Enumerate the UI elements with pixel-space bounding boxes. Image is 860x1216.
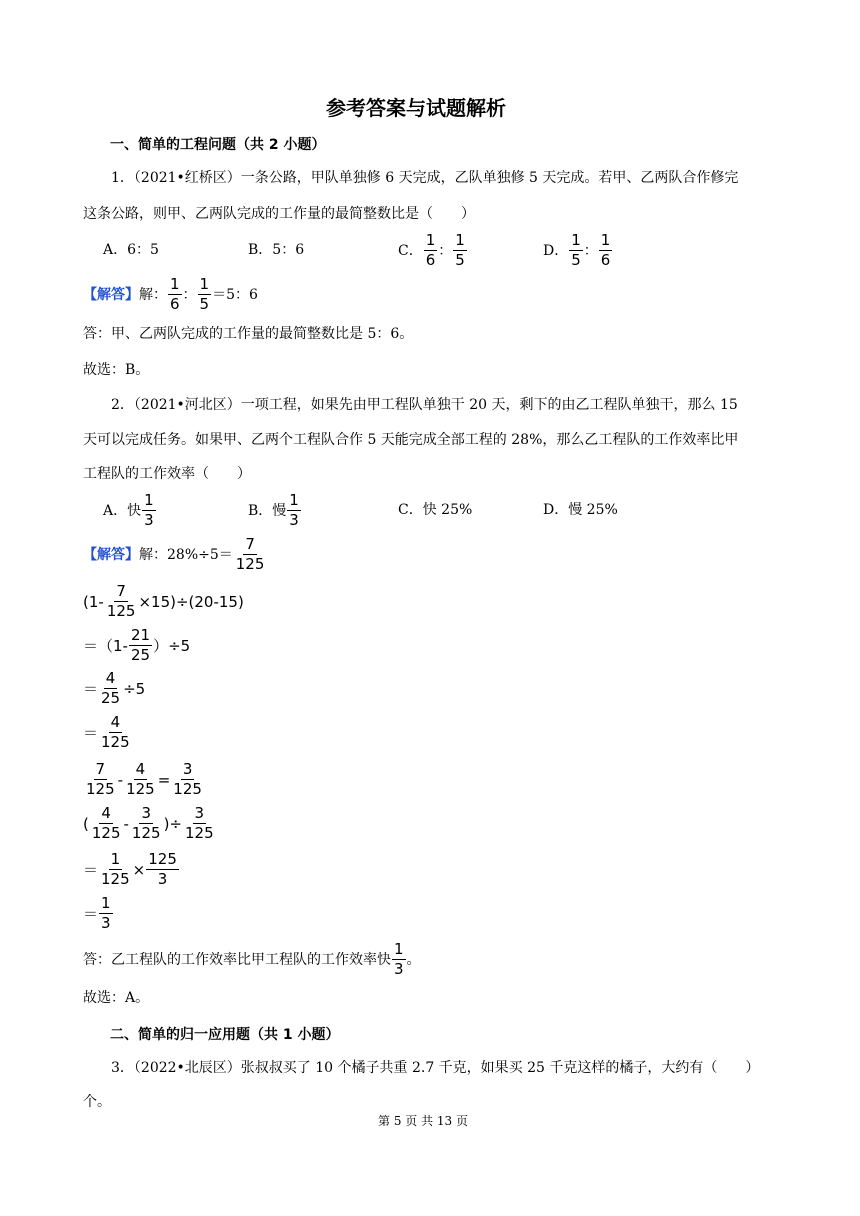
fraction [130,805,163,842]
fraction [142,492,156,529]
answer-result: ＝5：6 [212,286,258,303]
question-1-line-2: 这条公路，则甲、乙两队完成的工作量的最简整数比是（ ） [83,206,475,222]
q2-step-5 [83,761,205,798]
numerator: 125 [148,850,177,868]
denominator: 125 [184,824,214,842]
denominator: 125 [101,870,130,888]
fraction [599,232,613,269]
fraction [124,761,157,798]
fraction [569,232,583,269]
q1-option-c [398,232,468,269]
q2-step-6 [83,805,217,842]
numerator: 1 [110,850,121,868]
ratio-sign: ： [438,242,453,259]
q1-choice: 故选：B。 [83,362,150,378]
equals-sign: ＝ [83,861,99,879]
reply-text: 答：乙工程队的工作效率比甲工程队的工作效率快 [83,951,391,968]
denominator: 125 [106,602,136,620]
fraction [146,851,179,888]
fraction [392,941,406,978]
equals-sign: = [157,770,171,789]
question-3-line-1: 3．（2022•北辰区）张叔叔买了 10 个橘子共重 2.7 千克，如果买 25 千克这样的橘子，大约有（ ） [111,1060,760,1076]
step-text: ÷5 [123,679,146,698]
times-sign: × [132,860,146,879]
question-3-line-2: 个。 [83,1094,111,1110]
numerator: 1 [199,275,210,293]
q2-step-2 [83,627,190,664]
numerator: 7 [116,582,126,600]
section-heading-2: 二、简单的归一应用题（共 1 小题） [110,1027,340,1043]
denominator: 125 [173,780,202,798]
fraction [234,536,267,573]
answer-tag: 【解答】 [83,286,139,303]
denominator: 25 [101,689,121,707]
fraction [183,805,216,842]
q1-option-d [543,232,613,269]
q1-option-d-label: D． [543,242,569,259]
q1-option-c-label: C． [398,242,423,259]
denominator: 6 [170,295,180,313]
fraction [99,851,132,888]
fraction [84,761,117,798]
question-2-line-3: 工程队的工作效率（ ） [83,466,251,482]
denominator: 5 [571,251,581,269]
fraction [99,670,122,707]
denominator: 3 [289,511,299,529]
numerator: 1 [571,231,581,249]
q2-step-8 [83,895,114,932]
ratio-sign: ： [583,242,598,259]
question-1-line-1: 1．（2021•红桥区）一条公路，甲队单独修 6 天完成，乙队单独修 5 天完成。若甲、乙两队合作修完 [111,170,739,186]
q2-option-a-label: A．快 [103,502,142,519]
numerator: 7 [95,760,106,778]
numerator: 1 [600,231,611,249]
numerator: 1 [170,275,180,293]
q2-choice: 故选：A。 [83,990,150,1006]
denominator: 3 [101,914,111,932]
q2-step-7 [83,851,180,888]
answer-tag: 【解答】 [83,546,139,563]
fraction [198,276,212,313]
q2-reply [83,941,421,978]
q1-answer [83,276,258,313]
denominator: 125 [86,780,115,798]
q2-option-d: D．慢 25% [543,502,618,518]
numerator: 3 [182,760,193,778]
step-text: ＝（1- [83,637,128,655]
numerator: 21 [130,626,151,644]
question-2-line-2: 天可以完成任务。如果甲、乙两个工程队合作 5 天能完成全部工程的 28%，那么乙工程队的工作效率比甲 [83,432,739,448]
step-text: ( [83,814,89,833]
page-footer: 第 5 页 共 13 页 [378,1114,468,1128]
denominator: 6 [600,251,611,269]
q2-step-3 [83,670,145,707]
numerator: 3 [194,804,205,822]
denominator: 5 [199,295,210,313]
minus-sign: - [123,814,129,833]
fraction [287,492,301,529]
numerator: 1 [144,491,154,509]
fraction [453,232,467,269]
minus-sign: - [117,770,124,789]
q1-reply: 答：甲、乙两队完成的工作量的最简整数比是 5：6。 [83,326,414,342]
q2-option-c: C．快 25% [398,502,473,518]
page-title: 参考答案与试题解析 [326,96,506,120]
ratio-sign: ： [182,286,197,303]
numerator: 1 [289,491,299,509]
step-text: (1- [83,592,104,611]
numerator: 1 [394,940,404,958]
denominator: 25 [130,646,151,664]
denominator: 125 [91,824,121,842]
q1-option-a: A．6：5 [103,242,159,258]
fraction [90,805,123,842]
reply-end: 。 [406,951,421,968]
denominator: 125 [235,555,265,573]
numerator: 7 [245,535,255,553]
denominator: 125 [131,824,161,842]
numerator: 4 [110,713,121,731]
numerator: 4 [101,804,111,822]
step-text: ）÷5 [153,637,191,655]
step-text: ×15)÷(20-15) [138,592,244,611]
equals-sign: ＝ [83,905,99,923]
q2-answer [83,536,267,573]
denominator: 6 [425,251,436,269]
fraction [129,627,152,664]
fraction [99,895,113,932]
fraction [99,714,132,751]
denominator: 5 [455,251,465,269]
denominator: 3 [157,870,168,888]
fraction [424,232,438,269]
numerator: 1 [455,231,465,249]
step-text: )÷ [163,814,182,833]
numerator: 3 [141,804,152,822]
equals-sign: ＝ [83,724,99,742]
numerator: 4 [105,669,116,687]
section-heading-1: 一、简单的工程问题（共 2 小题） [110,137,326,153]
denominator: 125 [126,780,155,798]
denominator: 3 [144,511,154,529]
q2-option-b [248,492,302,529]
fraction [105,583,138,620]
denominator: 3 [394,960,404,978]
answer-prefix: 解：28%÷5＝ [139,546,233,563]
denominator: 125 [101,733,130,751]
numerator: 1 [101,894,111,912]
question-2-line-1: 2．（2021•河北区）一项工程，如果先由甲工程队单独干 20 天，剩下的由乙工程队单独干，那么 15 [111,397,738,413]
answer-prefix: 解： [139,286,167,303]
equals-sign: ＝ [83,680,99,698]
fraction [171,761,204,798]
fraction [168,276,182,313]
q2-option-b-label: B．慢 [248,502,287,519]
q1-option-b: B．5：6 [248,242,305,258]
numerator: 4 [135,760,146,778]
q2-step-4 [83,714,133,751]
q2-option-a [103,492,157,529]
numerator: 1 [425,231,436,249]
q2-step-1 [83,583,244,620]
